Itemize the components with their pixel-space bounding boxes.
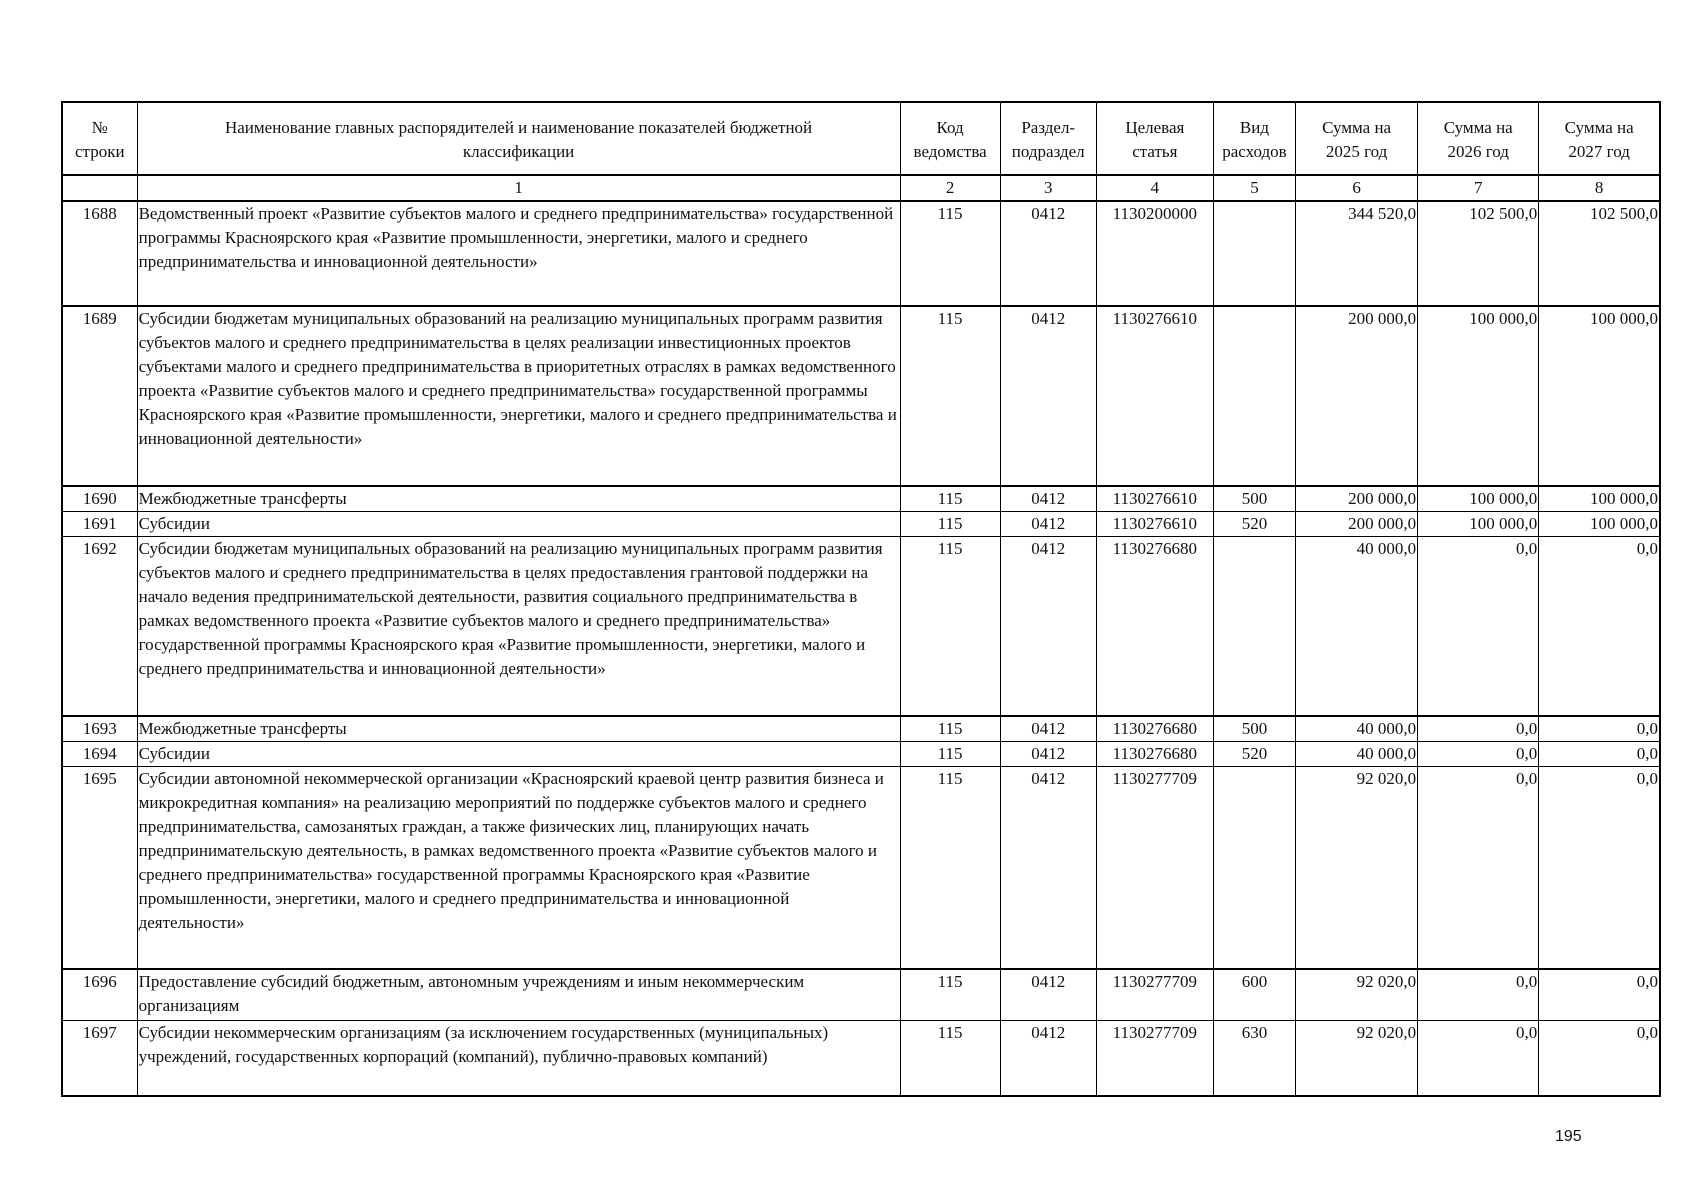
sum-2027-cell: 0,0 [1539, 767, 1660, 970]
dept-code-cell: 115 [900, 306, 1000, 486]
row-name-cell: Субсидии бюджетам муниципальных образований на реализацию муниципальных программ развития субъектов малого и среднего предпринимательства в целях предоставления грантовой поддержки на начало ведения предпринимательской деятельности, развития социального предпринимательства в рамках ведомственного проекта «Развитие субъектов малого и среднего предпринимательства» государственной программы Красноярского края «Развитие промышленности, энергетики, малого и среднего предпринимательства и инновационной деятельности» [137, 537, 900, 717]
expense-type-cell: 630 [1213, 1021, 1295, 1097]
target-article-cell: 1130276610 [1096, 512, 1213, 537]
section-code-cell: 0412 [1000, 716, 1096, 742]
expense-type-cell: 500 [1213, 716, 1295, 742]
column-number: 5 [1213, 175, 1295, 201]
table-row [62, 201, 1660, 306]
target-article-cell: 1130276680 [1096, 716, 1213, 742]
col-header-sum-2027: Сумма на 2027 год [1539, 102, 1660, 175]
sum-2027-cell: 100 000,0 [1539, 306, 1660, 486]
section-code-cell: 0412 [1000, 969, 1096, 1021]
table-row [62, 742, 1660, 767]
section-code-cell: 0412 [1000, 486, 1096, 512]
expense-type-cell [1213, 767, 1295, 970]
col-header-dept-code: Код ведомства [900, 102, 1000, 175]
table-row [62, 969, 1660, 1021]
sum-2026-cell: 0,0 [1418, 969, 1539, 1021]
table-row [62, 1021, 1660, 1097]
row-name-cell: Субсидии [137, 512, 900, 537]
target-article-cell: 1130276680 [1096, 537, 1213, 717]
page-number: 195 [1555, 1128, 1582, 1145]
dept-code-cell: 115 [900, 1021, 1000, 1097]
dept-code-cell: 115 [900, 767, 1000, 970]
column-number: 4 [1096, 175, 1213, 201]
section-code-cell: 0412 [1000, 742, 1096, 767]
column-number [62, 175, 137, 201]
col-header-sum-2025: Сумма на 2025 год [1296, 102, 1418, 175]
table-row [62, 716, 1660, 742]
row-name-cell: Ведомственный проект «Развитие субъектов малого и среднего предпринимательства» государственной программы Красноярского края «Развитие промышленности, энергетики, малого и среднего предпринимательства и инновационной деятельности» [137, 201, 900, 306]
table-row [62, 512, 1660, 537]
sum-2027-cell: 0,0 [1539, 716, 1660, 742]
budget-table [61, 101, 1661, 1097]
column-number: 7 [1418, 175, 1539, 201]
expense-type-cell: 500 [1213, 486, 1295, 512]
section-code-cell: 0412 [1000, 306, 1096, 486]
sum-2027-cell: 0,0 [1539, 1021, 1660, 1097]
dept-code-cell: 115 [900, 512, 1000, 537]
column-number: 2 [900, 175, 1000, 201]
expense-type-cell [1213, 201, 1295, 306]
target-article-cell: 1130277709 [1096, 1021, 1213, 1097]
sum-2025-cell: 92 020,0 [1296, 767, 1418, 970]
table-row [62, 537, 1660, 717]
section-code-cell: 0412 [1000, 537, 1096, 717]
sum-2026-cell: 102 500,0 [1418, 201, 1539, 306]
section-code-cell: 0412 [1000, 512, 1096, 537]
sum-2026-cell: 0,0 [1418, 537, 1539, 717]
target-article-cell: 1130276610 [1096, 486, 1213, 512]
dept-code-cell: 115 [900, 969, 1000, 1021]
col-header-row-number: № строки [62, 102, 137, 175]
section-code-cell: 0412 [1000, 201, 1096, 306]
column-number: 8 [1539, 175, 1660, 201]
sum-2025-cell: 92 020,0 [1296, 1021, 1418, 1097]
col-header-name: Наименование главных распорядителей и наименование показателей бюджетной классификации [137, 102, 900, 175]
target-article-cell: 1130200000 [1096, 201, 1213, 306]
sum-2027-cell: 102 500,0 [1539, 201, 1660, 306]
row-number-cell: 1691 [62, 512, 137, 537]
sum-2025-cell: 40 000,0 [1296, 742, 1418, 767]
sum-2025-cell: 40 000,0 [1296, 716, 1418, 742]
sum-2027-cell: 100 000,0 [1539, 512, 1660, 537]
col-header-section: Раздел- подраздел [1000, 102, 1096, 175]
row-number-cell: 1693 [62, 716, 137, 742]
row-name-cell: Субсидии автономной некоммерческой организации «Красноярский краевой центр развития бизнеса и микрокредитная компания» на реализацию мероприятий по поддержке субъектов малого и среднего предпринимательства, самозанятых граждан, а также физических лиц, планирующих начать предпринимательскую деятельность, в рамках ведомственного проекта «Развитие субъектов малого и среднего предпринимательства» государственной программы Красноярского края «Развитие промышленности, энергетики, малого и среднего предпринимательства и инновационной деятельности» [137, 767, 900, 970]
row-number-cell: 1689 [62, 306, 137, 486]
target-article-cell: 1130277709 [1096, 767, 1213, 970]
target-article-cell: 1130276610 [1096, 306, 1213, 486]
sum-2025-cell: 200 000,0 [1296, 306, 1418, 486]
table-row [62, 767, 1660, 970]
section-code-cell: 0412 [1000, 767, 1096, 970]
sum-2026-cell: 100 000,0 [1418, 486, 1539, 512]
col-header-target-article: Целевая статья [1096, 102, 1213, 175]
column-number: 6 [1296, 175, 1418, 201]
row-number-cell: 1696 [62, 969, 137, 1021]
section-code-cell: 0412 [1000, 1021, 1096, 1097]
dept-code-cell: 115 [900, 716, 1000, 742]
sum-2026-cell: 100 000,0 [1418, 306, 1539, 486]
row-name-cell: Субсидии некоммерческим организациям (за исключением государственных (муниципальных) учреждений, государственных корпораций (компаний), публично-правовых компаний) [137, 1021, 900, 1097]
dept-code-cell: 115 [900, 201, 1000, 306]
table-row [62, 486, 1660, 512]
row-name-cell: Межбюджетные трансферты [137, 716, 900, 742]
sum-2026-cell: 0,0 [1418, 742, 1539, 767]
expense-type-cell: 520 [1213, 742, 1295, 767]
column-number: 1 [137, 175, 900, 201]
column-number-row [62, 175, 1660, 201]
row-name-cell: Субсидии бюджетам муниципальных образований на реализацию муниципальных программ развития субъектов малого и среднего предпринимательства в целях реализации инвестиционных проектов субъектами малого и среднего предпринимательства в приоритетных отраслях в рамках ведомственного проекта «Развитие субъектов малого и среднего предпринимательства» государственной программы Красноярского края «Развитие промышленности, энергетики, малого и среднего предпринимательства и инновационной деятельности» [137, 306, 900, 486]
col-header-expense-type: Вид расходов [1213, 102, 1295, 175]
expense-type-cell [1213, 537, 1295, 717]
row-number-cell: 1697 [62, 1021, 137, 1097]
sum-2026-cell: 0,0 [1418, 1021, 1539, 1097]
sum-2027-cell: 100 000,0 [1539, 486, 1660, 512]
table-row [62, 306, 1660, 486]
col-header-sum-2026: Сумма на 2026 год [1418, 102, 1539, 175]
sum-2026-cell: 0,0 [1418, 716, 1539, 742]
sum-2025-cell: 40 000,0 [1296, 537, 1418, 717]
dept-code-cell: 115 [900, 486, 1000, 512]
header-row [62, 102, 1660, 175]
row-number-cell: 1692 [62, 537, 137, 717]
row-number-cell: 1694 [62, 742, 137, 767]
row-name-cell: Субсидии [137, 742, 900, 767]
sum-2025-cell: 200 000,0 [1296, 512, 1418, 537]
dept-code-cell: 115 [900, 742, 1000, 767]
row-number-cell: 1690 [62, 486, 137, 512]
dept-code-cell: 115 [900, 537, 1000, 717]
expense-type-cell: 600 [1213, 969, 1295, 1021]
row-name-cell: Межбюджетные трансферты [137, 486, 900, 512]
sum-2025-cell: 344 520,0 [1296, 201, 1418, 306]
sum-2025-cell: 200 000,0 [1296, 486, 1418, 512]
column-number: 3 [1000, 175, 1096, 201]
row-number-cell: 1688 [62, 201, 137, 306]
row-number-cell: 1695 [62, 767, 137, 970]
sum-2027-cell: 0,0 [1539, 742, 1660, 767]
sum-2026-cell: 100 000,0 [1418, 512, 1539, 537]
sum-2027-cell: 0,0 [1539, 537, 1660, 717]
target-article-cell: 1130277709 [1096, 969, 1213, 1021]
sum-2027-cell: 0,0 [1539, 969, 1660, 1021]
expense-type-cell [1213, 306, 1295, 486]
sum-2025-cell: 92 020,0 [1296, 969, 1418, 1021]
expense-type-cell: 520 [1213, 512, 1295, 537]
row-name-cell: Предоставление субсидий бюджетным, автономным учреждениям и иным некоммерческим организациям [137, 969, 900, 1021]
target-article-cell: 1130276680 [1096, 742, 1213, 767]
sum-2026-cell: 0,0 [1418, 767, 1539, 970]
